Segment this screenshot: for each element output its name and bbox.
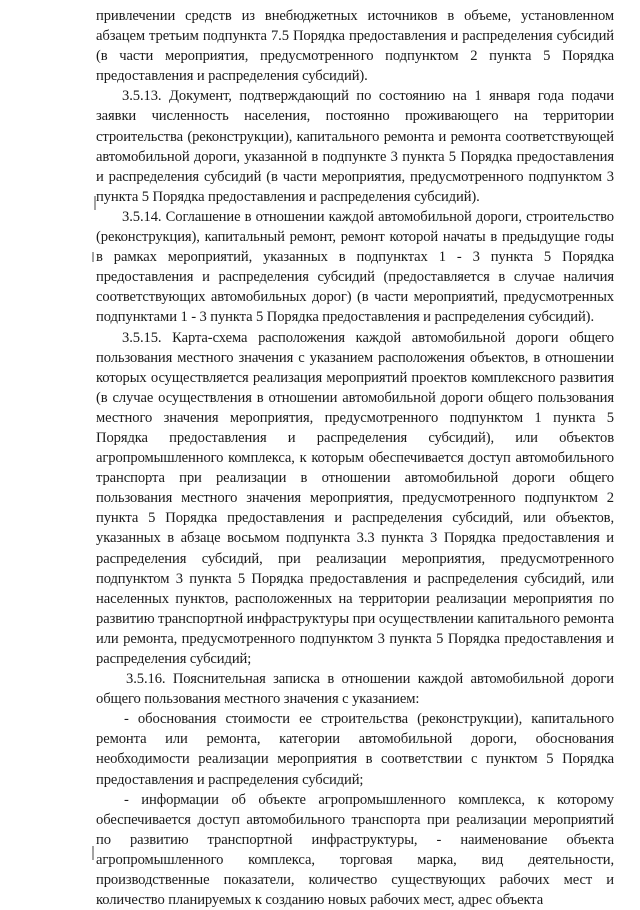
paragraph-3-5-16: 3.5.16. Пояснительная записка в отношении каждой автомобильной дороги общего пользования местного значения с указанием: bbox=[96, 671, 614, 708]
scan-margin-mark bbox=[94, 196, 96, 210]
scan-margin-mark bbox=[92, 252, 94, 262]
list-item-agro-object-info: - информации об объекте агропромышленного комплекса, к которому обеспечивается доступ автомобильного транспорта при реализации мероприятий по развитию транспортной инфраструктуры, - наименование объекта агропромышленного комплекса, торговая марка, вид деятельности, производственные показатели, количество существующих рабочих мест и количество планируемых к созданию новых рабочих мест, адрес объекта bbox=[96, 791, 614, 909]
scan-margin-mark bbox=[92, 846, 94, 860]
paragraph-3-5-13: 3.5.13. Документ, подтверждающий по состоянию на 1 января года подачи заявки численность населения, постоянно проживающего на территории строительства (реконструкции), капитального ремонта и ремонта соответствующей автомобильной дороги, указанной в подпункте 3 пункта 5 Порядка предоставления и распределения субсидий (в части мероприятия, предусмотренного подпунктом 3 пункта 5 Порядка предоставления и распределения субсидий). bbox=[96, 88, 614, 205]
paragraph-continuation: привлечении средств из внебюджетных источников в объеме, установленном абзацем третьим подпункта 7.5 Порядка предоставления и распределения субсидий (в части мероприятия, предусмотренного подпунктом 2 пункта 5 Порядка предоставления и распределения субсидий). bbox=[96, 8, 614, 85]
paragraph-3-5-15: 3.5.15. Карта-схема расположения каждой автомобильной дороги общего пользования местного значения с указанием расположения объектов, в отношении которых осуществляется реализация мероприятий проектов комплексного развития (в случае осуществления в отношении автомобильной дороги общего пользования местного значения мероприятия, предусмотренного подпунктом 1 пункта 5 Порядка предоставления и распределения субсидий), или объектов агропромышленного комплекса, к которым обеспечивается доступ автомобильного транспорта при реализации в отношении автомобильной дороги общего пользования местного значения мероприятия, предусмотренного подпунктом 2 пункта 5 Порядка предоставления и распределения субсидий, или объектов, указанных в абзаце восьмом подпункта 3.3 пункта 3 Порядка предоставления и распределения субсидий, при реализации мероприятия, предусмотренного подпунктом 3 пункта 5 Порядка предоставления и распределения субсидий, или населенных пунктов, расположенных на территории реализации мероприятия по развитию транспортной инфраструктуры при осуществлении капитального ремонта или ремонта, предусмотренного подпунктом 3 пункта 5 Порядка предоставления и распределения субсидий; bbox=[96, 329, 614, 667]
paragraph-3-5-14: 3.5.14. Соглашение в отношении каждой автомобильной дороги, строительство (реконструкция), капитальный ремонт, ремонт которой начаты в предыдущие годы в рамках мероприятий, указанных в подпунктах 1 - 3 пункта 5 Порядка предоставления и распределения субсидий (предоставляется в случае наличия соответствующих автомобильных дорог) (в части мероприятий, предусмотренных подпунктами 1 - 3 пункта 5 Порядка предоставления и распределения субсидий). bbox=[96, 208, 614, 326]
list-item-justification: - обоснования стоимости ее строительства (реконструкции), капитального ремонта или ремонта, категории автомобильной дороги, обоснования необходимости реализации мероприятия в соответствии с пунктом 5 Порядка предоставления и распределения субсидий; bbox=[96, 711, 614, 788]
document-page bbox=[96, 6, 614, 910]
